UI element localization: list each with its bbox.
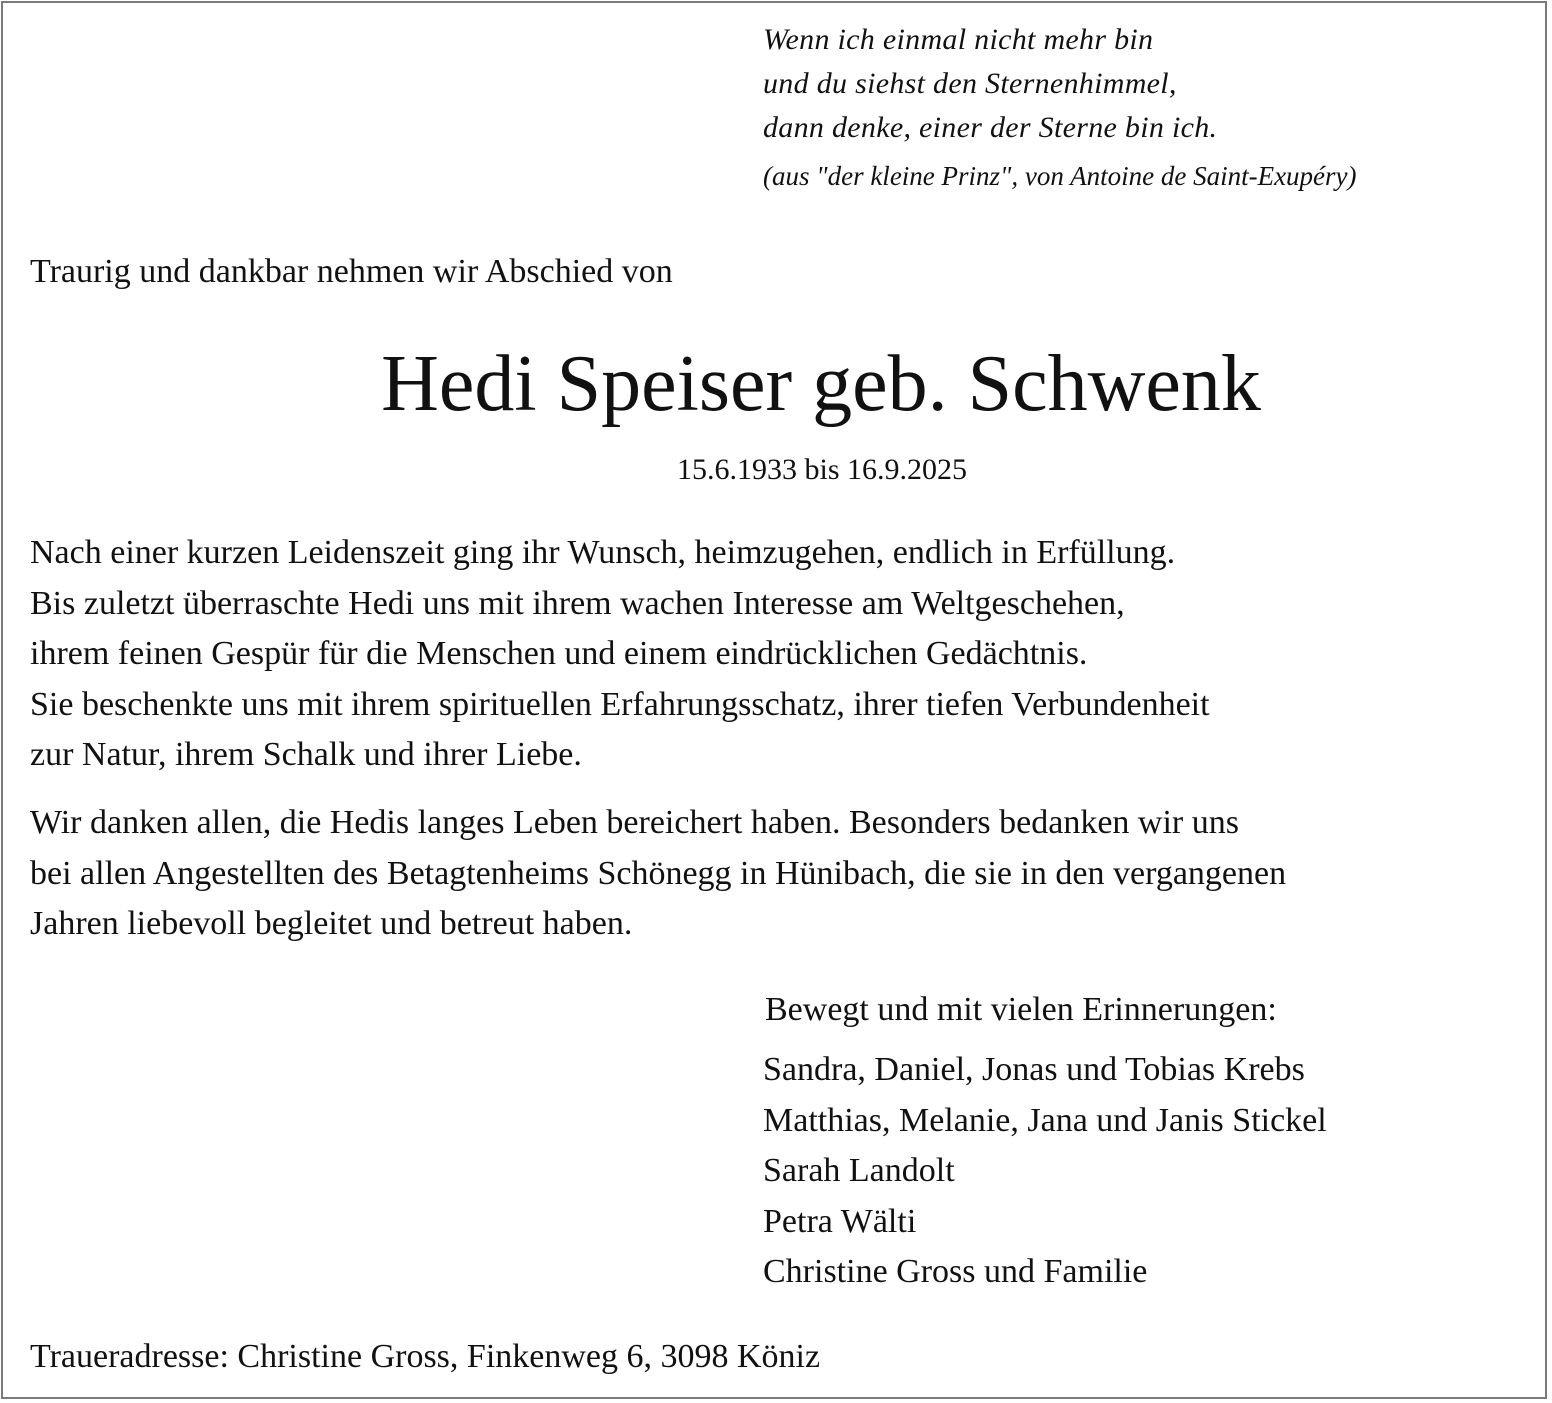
life-dates: 15.6.1933 bis 16.9.2025 <box>676 453 967 486</box>
intro-text: Traurig und dankbar nehmen wir Abschied von <box>30 253 673 290</box>
paragraph-line: ihrem feinen Gespür für die Menschen und einem eindrücklichen Gedächtnis. <box>30 635 1088 672</box>
quote-line: Wenn ich einmal nicht mehr bin <box>763 23 1154 56</box>
closing-line: Bewegt und mit vielen Erinnerungen: <box>765 991 1277 1028</box>
mourning-address: Traueradresse: Christine Gross, Finkenweg 6, 3098 Köniz <box>30 1338 821 1375</box>
quote-line: dann denke, einer der Sterne bin ich. <box>763 111 1218 144</box>
quote-source: (aus "der kleine Prinz", von Antoine de Saint-Exupéry) <box>763 161 1357 191</box>
paragraph-line: Bis zuletzt überraschte Hedi uns mit ihrem wachen Interesse am Weltgeschehen, <box>30 584 1125 622</box>
mourner-entry: Christine Gross und Familie <box>763 1253 1148 1290</box>
paragraph-line: bei allen Angestellten des Betagtenheims Schönegg in Hünibach, die sie in den vergangenen <box>30 854 1287 892</box>
paragraph-line: Nach einer kurzen Leidenszeit ging ihr Wunsch, heimzugehen, endlich in Erfüllung. <box>30 534 1176 571</box>
mourners-list <box>763 1045 1327 1298</box>
paragraph-line: Jahren liebevoll begleitet und betreut haben. <box>30 905 633 942</box>
mourner-entry: Matthias, Melanie, Jana und Janis Stickel <box>763 1101 1327 1139</box>
paragraph-line: zur Natur, ihrem Schalk und ihrer Liebe. <box>30 736 582 773</box>
quote-line: und du siehst den Sternenhimmel, <box>763 67 1177 100</box>
paragraph-line: Wir danken allen, die Hedis langes Leben bereichert haben. Besonders bedanken wir uns <box>30 804 1239 841</box>
mourner-entry: Petra Wälti <box>763 1202 917 1240</box>
mourner-entry: Sandra, Daniel, Jonas und Tobias Krebs <box>763 1051 1305 1088</box>
thanks-paragraph <box>30 798 1286 950</box>
quote-block <box>763 18 1217 150</box>
deceased-name: Hedi Speiser geb. Schwenk <box>381 340 1261 428</box>
paragraph-line: Sie beschenkte uns mit ihrem spirituellen Erfahrungsschatz, ihrer tiefen Verbundenheit <box>30 685 1210 723</box>
mourner-entry: Sarah Landolt <box>763 1152 955 1189</box>
tribute-paragraph <box>30 528 1210 781</box>
